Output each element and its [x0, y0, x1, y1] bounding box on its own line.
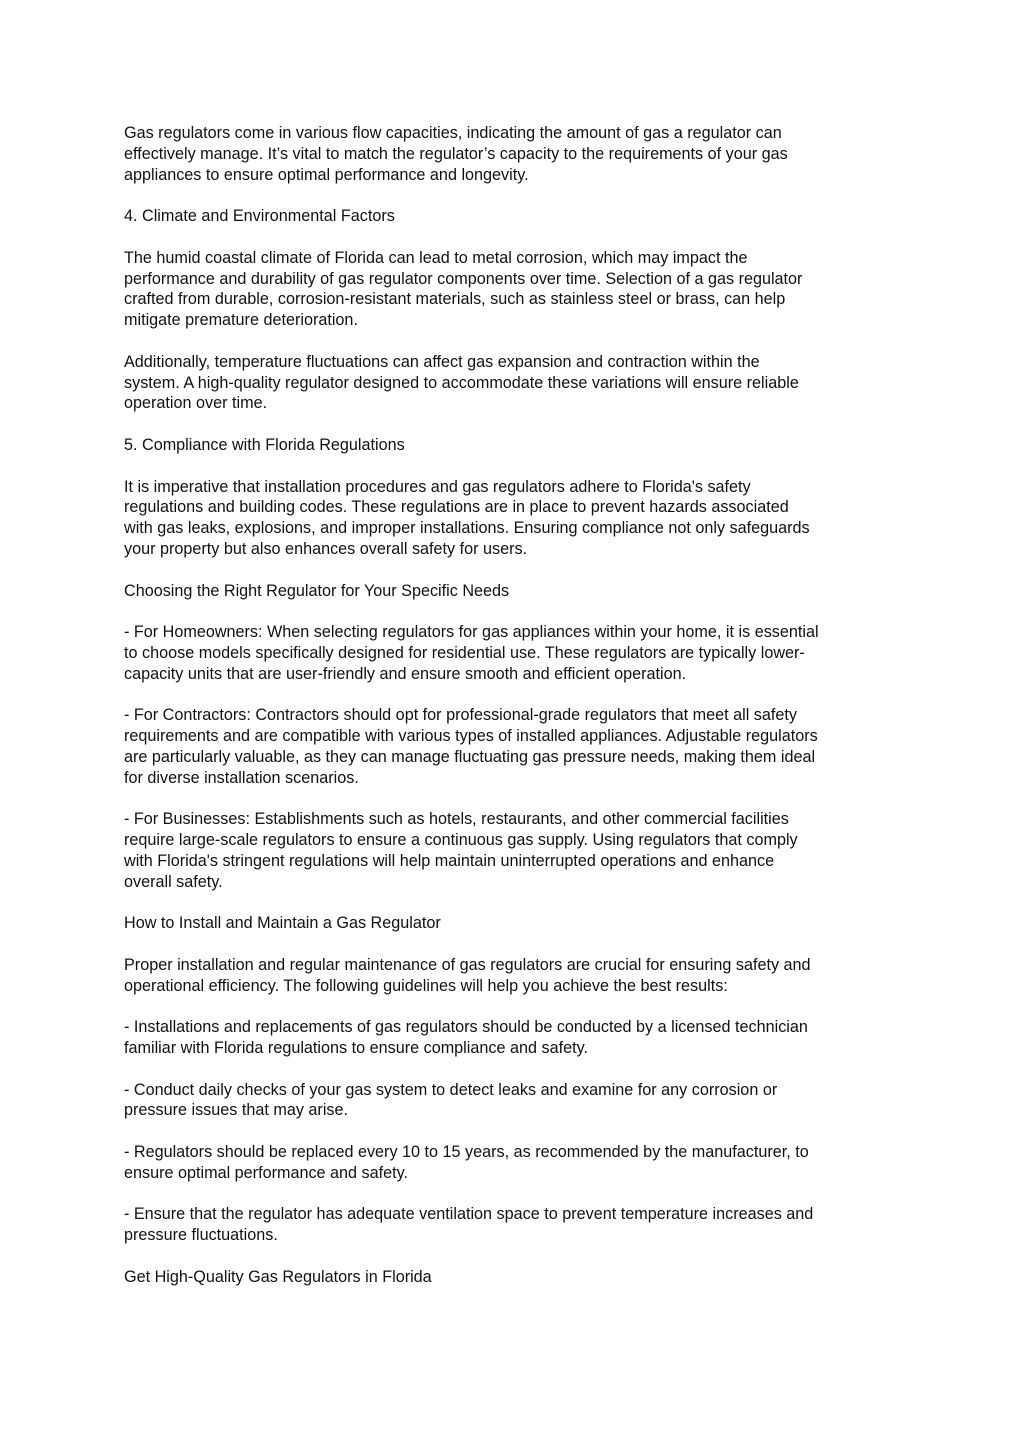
paragraph-contractors: - For Contractors: Contractors should opt for professional-grade regulators that meet all safety requirements and are compatible with various types of installed appliances. Adjustable regulators are particularly valuable, as they can manage fluctuating gas pressure needs, making them ideal for diverse installation scenarios.	[124, 706, 818, 787]
paragraph-daily-checks: - Conduct daily checks of your gas system to detect leaks and examine for any corrosion or pressure issues that may arise.	[124, 1080, 778, 1120]
section-heading-install: How to Install and Maintain a Gas Regulator	[124, 914, 441, 933]
section-heading-climate: 4. Climate and Environmental Factors	[124, 207, 395, 226]
paragraph-temperature: Additionally, temperature fluctuations can affect gas expansion and contraction within the system. A high-quality regulator designed to accommodate these variations will ensure reliable operation over time.	[124, 352, 799, 413]
paragraph-install-intro: Proper installation and regular maintenance of gas regulators are crucial for ensuring safety and operational efficiency. The following guidelines will help you achieve the best results:	[124, 955, 811, 995]
paragraph-ventilation: - Ensure that the regulator has adequate ventilation space to prevent temperature increases and pressure fluctuations.	[124, 1205, 814, 1245]
document-page	[124, 123, 914, 1308]
paragraph-businesses: - For Businesses: Establishments such as hotels, restaurants, and other commercial facilities require large-scale regulators to ensure a continuous gas supply. Using regulators that comply with Florida's stringent regulations will help maintain uninterrupted operations and enhance overall safety.	[124, 810, 798, 891]
paragraph-compliance: It is imperative that installation procedures and gas regulators adhere to Florida's safety regulations and building codes. These regulations are in place to prevent hazards associated with gas leaks, explosions, and improper installations. Ensuring compliance not only safeguards your property but also enhances overall safety for users.	[124, 477, 810, 558]
section-heading-compliance: 5. Compliance with Florida Regulations	[124, 435, 405, 454]
section-heading-get-quality: Get High-Quality Gas Regulators in Florida	[124, 1267, 432, 1286]
paragraph-replacement: - Regulators should be replaced every 10 to 15 years, as recommended by the manufacturer, to ensure optimal performance and safety.	[124, 1143, 809, 1182]
paragraph-flow-capacity: Gas regulators come in various flow capacities, indicating the amount of gas a regulator can effectively manage. It’s vital to match the regulator’s capacity to the requirements of your gas appliances to ensure optimal performance and longevity.	[124, 124, 788, 184]
paragraph-homeowners: - For Homeowners: When selecting regulators for gas appliances within your home, it is essential to choose models specifically designed for residential use. These regulators are typically lower- capacity units that are user-friendly and ensure smooth and efficient operation.	[124, 623, 819, 683]
paragraph-licensed-technician: - Installations and replacements of gas regulators should be conducted by a licensed technician familiar with Florida regulations to ensure compliance and safety.	[124, 1018, 808, 1058]
paragraph-humid-climate: The humid coastal climate of Florida can lead to metal corrosion, which may impact the performance and durability of gas regulator components over time. Selection of a gas regulator crafted from durable, corrosion-resistant materials, such as stainless steel or brass, can help mitigate premature deterioration.	[124, 248, 803, 330]
section-heading-choosing: Choosing the Right Regulator for Your Specific Needs	[124, 581, 510, 600]
